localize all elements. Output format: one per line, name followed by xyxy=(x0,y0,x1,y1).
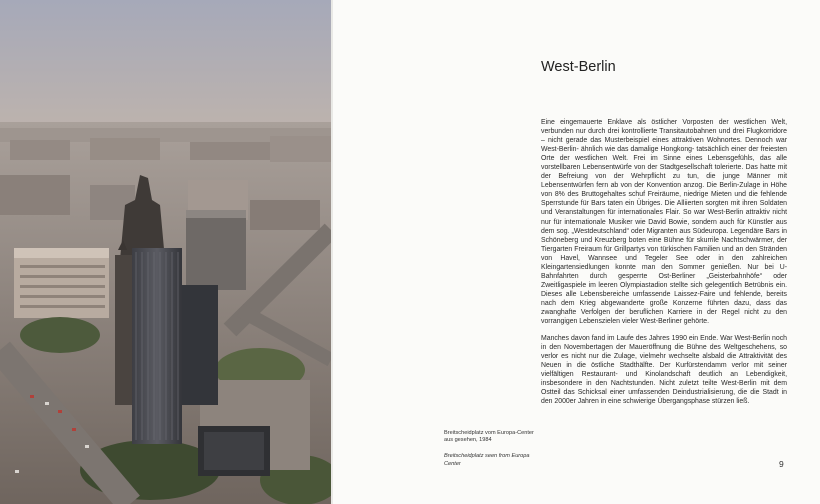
breitscheidplatz-photo xyxy=(0,0,331,504)
page-gutter xyxy=(331,0,333,504)
paragraph-1: Eine eingemauerte Enklave als östlicher Vorposten der westlichen Welt, verbunden nur durch drei kontrollierte Transitautobahnen und drei Flugkorridore – nicht gerade das Musterbeispiel eines attraktiven Wohnortes. Dennoch war West-Berlin- ähnlich wie das damalige Hongkong- tatsächlich einer der freiesten Orte der westlichen Welt. Frei im Sinne eines Lebensgefühls, das alle vorstellbaren Lebensentwürfe von der Stadtgesellschaft tolerierte. Das hatte mit der Befreiung von der Wehrpflicht zu tun, die junge Männer mit Lebensentwürfen fern ab von der Konvention anzog. Die Berlin-Zulage in Höhe von 8% des Bruttogehaltes schuf Freiräume, niedrige Mieten und die fehlende Sperrstunde für Bars taten ein Übriges. Die Alliierten sorgten mit ihren Soldaten und Veranstaltungen für internationales Flair. So war West-Berlin attraktiv nicht nur für internationale Musiker wie David Bowie, sondern auch für Künstler aus dem sog. „Westdeutschland“ oder Migranten aus Südeuropa. Legendäre Bars in Schöneberg und Kreuzberg boten eine Bühne für skurrile Nachtschwärmer, der Tiergarten Freiraum für Grillpartys von türkischen Familien und an den Stränden von Havel, Wannsee und Tegeler See oder in den zahlreichen Kleingartensiedlungen konnte man den Sommer genießen. Nur bei U-Bahnfahrten durch gesperrte Ost-Berliner „Geisterbahnhöfe“ oder Zweitligaspiele im leeren Olympiastadion stellte sich gelegentlich Betrübnis ein. Dieses alle Lebensbereiche umfassende Laissez-Faire und fehlende, bereits nach dem Krieg abgewanderte große Konzerne führten dazu, dass das zwanghafte Verfolgen der beruflichen Karriere in der Regel nicht zu den vorrangigen Lebenszielen vieler West-Berliner gehörte. xyxy=(541,119,787,326)
caption-english: Breitscheidplatz seen from Europa Center xyxy=(444,453,530,467)
caption-german: Breitscheidplatz vom Europa-Center aus gesehen, 1984 xyxy=(444,430,534,444)
photo-caption xyxy=(444,430,534,468)
body-text xyxy=(541,118,787,414)
page-title: West-Berlin xyxy=(541,59,616,75)
page-number: 9 xyxy=(779,459,784,469)
paragraph-2: Manches davon fand im Laufe des Jahres 1990 ein Ende. War West-Berlin noch in den Novembertagen der Maueröffnung die Bühne des Weltgeschehens, so verlor es nicht nur die Zulage, vielmehr wechselte alsbald die Attraktivität des Neuen in die östliche Stadthälfte. Der Kurfürstendamm verlor mit seiner vielfältigen Restaurant- und Kinolandschaft deutlich an Lebendigkeit, insbesondere in den Nachtstunden. Nicht zuletzt teilte West-Berlin mit dem Ostteil das Schicksal einer umfassenden Deindustrialisierung, die die Stadt in den 2000er Jahren in eine schwierige Übergangsphase stürzen ließ. xyxy=(541,335,787,406)
